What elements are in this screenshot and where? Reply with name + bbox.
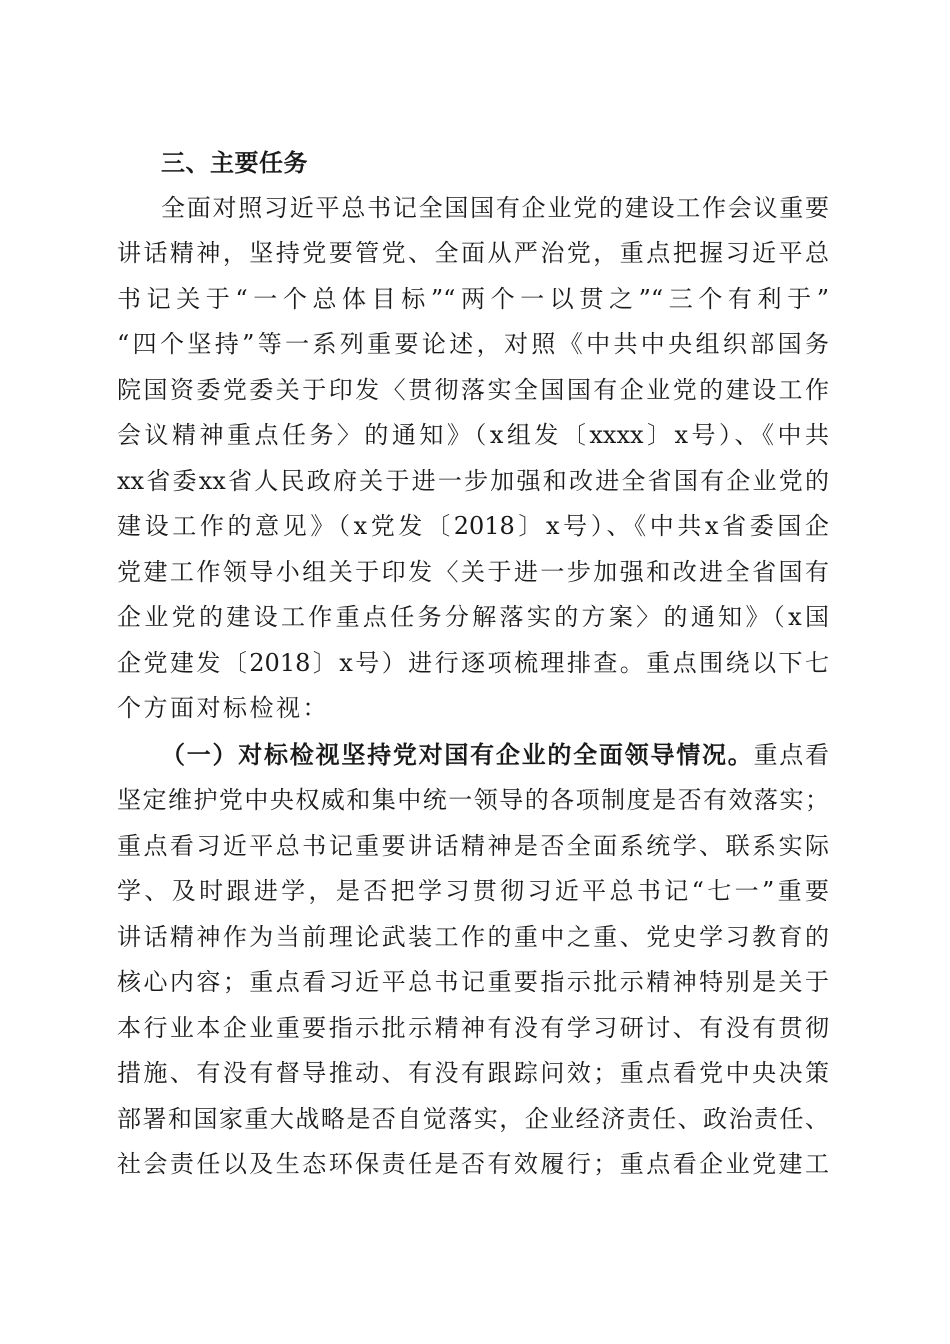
- text-line: 全面对照习近平总书记全国国有企业党的建设工作会议重要: [161, 193, 829, 222]
- text-line: 讲话精神，坚持党要管党、全面从严治党，重点把握习近平总: [117, 239, 829, 267]
- text-line: 院国资委党委关于印发〈贯彻落实全国国有企业党的建设工作: [117, 375, 829, 404]
- text-line: 企党建发〔2018〕x号）进行逐项梳理排查。重点围绕以下七: [117, 648, 829, 677]
- paragraph-main-tasks: [117, 186, 829, 732]
- text-line: 社会责任以及生态环保责任是否有效履行；重点看企业党建工: [117, 1150, 829, 1178]
- subsection-lead-in: （一）对标检视坚持党对国有企业的全面领导情况。: [161, 739, 754, 769]
- text-line: “四个坚持”等一系列重要论述，对照《中共中央组织部国务: [117, 330, 829, 358]
- text-line: 核心内容；重点看习近平总书记重要指示批示精神特别是关于: [117, 968, 829, 996]
- text-line: xx省委xx省人民政府关于进一步加强和改进全省国有企业党的: [117, 466, 829, 495]
- paragraph-leadership-check: [117, 732, 829, 1188]
- text-line: 书记关于“一个总体目标”“两个一以贯之”“三个有利于”: [117, 284, 829, 313]
- text-line: 讲话精神作为当前理论武装工作的重中之重、党史学习教育的: [117, 922, 829, 951]
- text-line: 企业党的建设工作重点任务分解落实的方案〉的通知》（x国: [117, 603, 829, 631]
- text-line: 会议精神重点任务〉的通知》（x组发〔xxxx〕x号）、《中共: [117, 421, 829, 449]
- text-line: 个方面对标检视：: [117, 694, 329, 722]
- text-line: 措施、有没有督导推动、有没有跟踪问效；重点看党中央决策: [117, 1059, 829, 1087]
- text-line: [117, 732, 829, 779]
- text-line: 重点看习近平总书记重要讲话精神是否全面系统学、联系实际: [117, 831, 829, 860]
- text-line: 本行业本企业重要指示批示精神有没有学习研讨、有没有贯彻: [117, 1013, 829, 1042]
- text-line: 部署和国家重大战略是否自觉落实，企业经济责任、政治责任、: [117, 1104, 829, 1133]
- text-line: 学、及时跟进学，是否把学习贯彻习近平总书记“七一”重要: [117, 877, 829, 905]
- text-line: 党建工作领导小组关于印发〈关于进一步加强和改进全省国有: [117, 557, 829, 586]
- text-line: 坚定维护党中央权威和集中统一领导的各项制度是否有效落实；: [117, 786, 829, 814]
- text-line: 建设工作的意见》（x党发〔2018〕x号）、《中共x省委国企: [117, 512, 829, 540]
- section-heading: 三、主要任务: [161, 148, 308, 177]
- text-fragment: 重点看: [753, 740, 830, 769]
- document-body: [117, 140, 829, 1188]
